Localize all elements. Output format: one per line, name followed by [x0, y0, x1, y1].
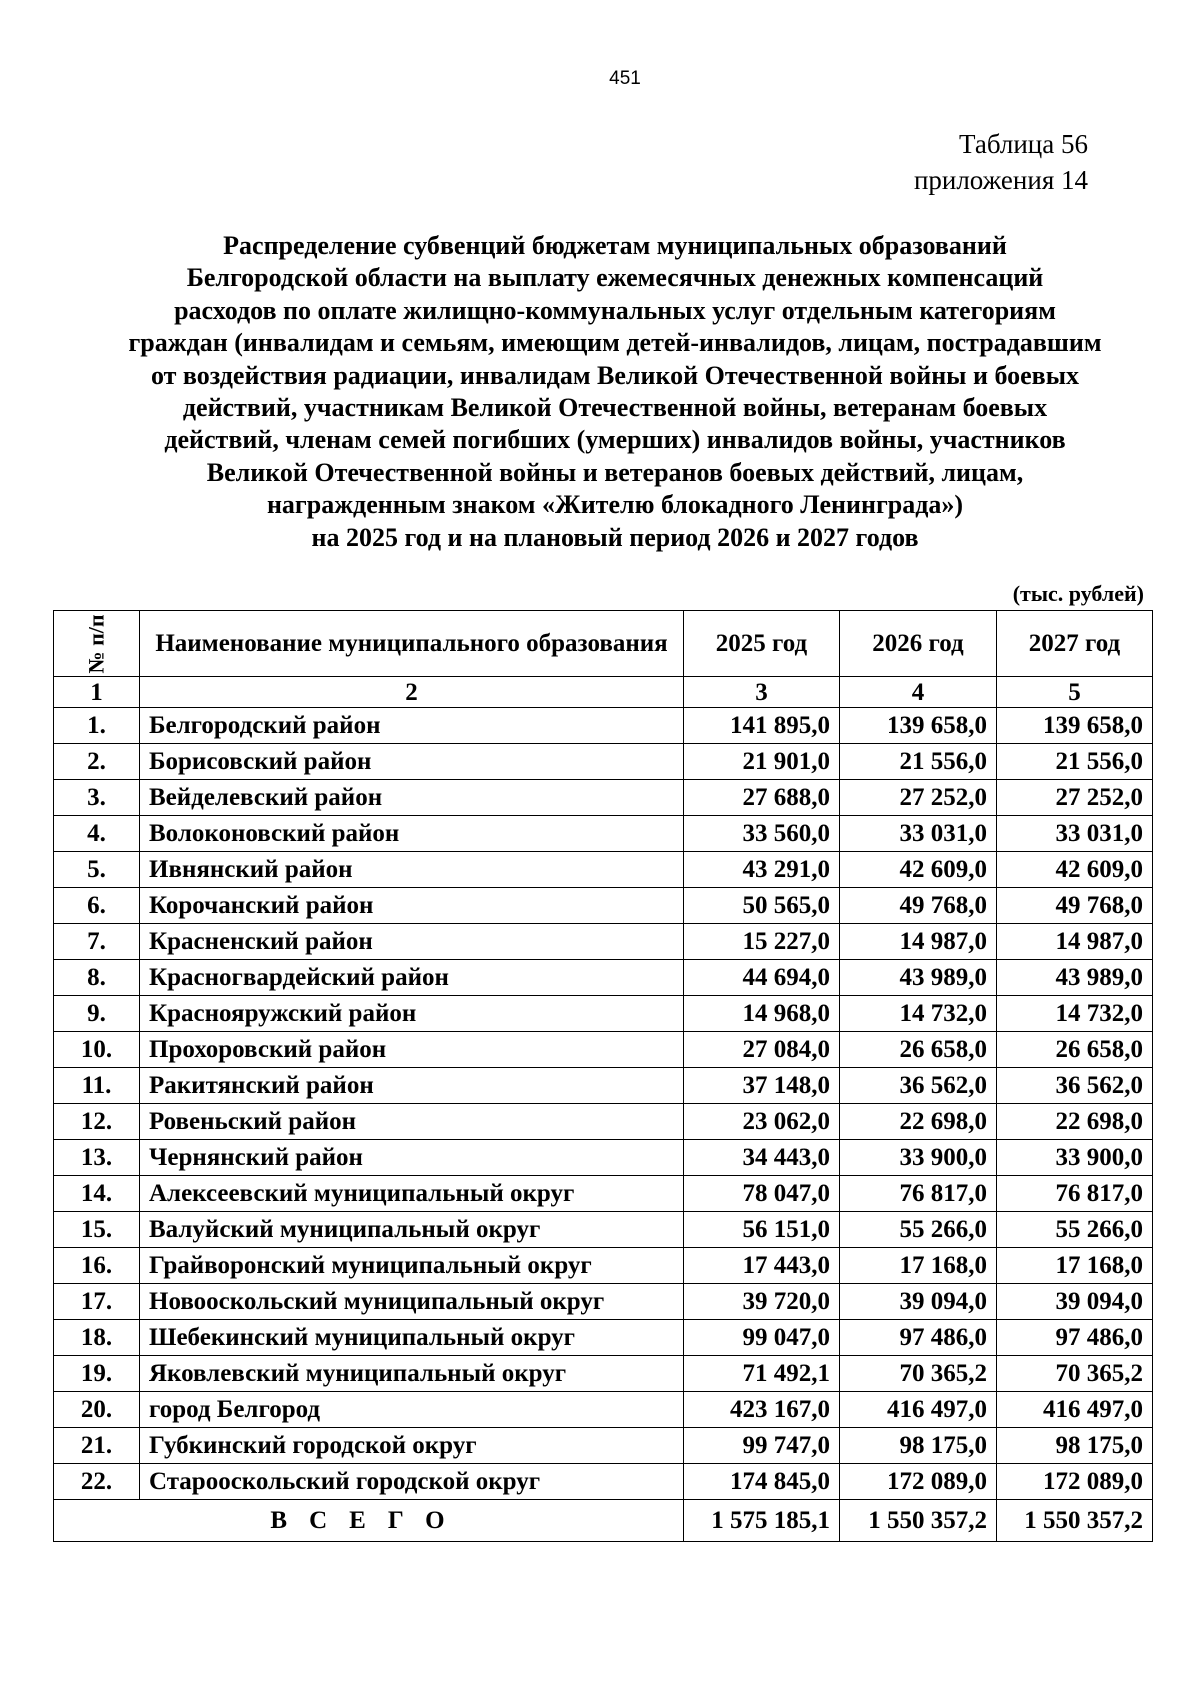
column-index: 4: [840, 677, 997, 708]
row-name: Корочанский район: [140, 888, 684, 924]
row-name: Ровеньский район: [140, 1104, 684, 1140]
table-row: [54, 1140, 1153, 1176]
row-value-2026: 21 556,0: [840, 744, 997, 780]
row-value-2027: 14 732,0: [997, 996, 1153, 1032]
title-line: действий, участникам Великой Отечественной войны, ветеранам боевых: [182, 393, 1048, 423]
row-number: 4.: [54, 816, 140, 852]
row-name: Красногвардейский район: [140, 960, 684, 996]
row-number: 1.: [54, 708, 140, 744]
title-line: граждан (инвалидам и семьям, имеющим детей-инвалидов, лицам, пострадавшим: [128, 328, 1102, 358]
row-value-2027: 22 698,0: [997, 1104, 1153, 1140]
page-number: 451: [609, 68, 641, 89]
row-value-2027: 416 497,0: [997, 1392, 1153, 1428]
row-value-2025: 99 047,0: [684, 1320, 840, 1356]
row-value-2025: 27 688,0: [684, 780, 840, 816]
row-value-2026: 17 168,0: [840, 1248, 997, 1284]
row-name: Краснояружский район: [140, 996, 684, 1032]
row-number: 9.: [54, 996, 140, 1032]
row-number: 18.: [54, 1320, 140, 1356]
row-value-2027: 21 556,0: [997, 744, 1153, 780]
total-row: [54, 1500, 1153, 1542]
row-value-2026: 49 768,0: [840, 888, 997, 924]
row-value-2025: 17 443,0: [684, 1248, 840, 1284]
row-value-2027: 55 266,0: [997, 1212, 1153, 1248]
table-row: [54, 852, 1153, 888]
title-line: на 2025 год и на плановый период 2026 и 2027 годов: [311, 522, 919, 552]
header-2026: 2026 год: [840, 611, 997, 677]
header-2027: 2027 год: [997, 611, 1153, 677]
title-line: расходов по оплате жилищно-коммунальных услуг отдельным категориям: [174, 295, 1056, 325]
row-name: Старооскольский городской округ: [140, 1464, 684, 1500]
row-value-2025: 21 901,0: [684, 744, 840, 780]
row-name: Борисовский район: [140, 744, 684, 780]
row-value-2026: 76 817,0: [840, 1176, 997, 1212]
row-number: 5.: [54, 852, 140, 888]
row-value-2027: 14 987,0: [997, 924, 1153, 960]
row-value-2026: 14 987,0: [840, 924, 997, 960]
row-number: 13.: [54, 1140, 140, 1176]
row-name: Вейделевский район: [140, 780, 684, 816]
total-label: ВСЕГО: [54, 1500, 684, 1542]
row-number: 14.: [54, 1176, 140, 1212]
row-value-2025: 423 167,0: [684, 1392, 840, 1428]
units-label: (тыс. рублей): [1012, 581, 1144, 606]
row-value-2025: 14 968,0: [684, 996, 840, 1032]
row-value-2027: 97 486,0: [997, 1320, 1153, 1356]
row-value-2027: 26 658,0: [997, 1032, 1153, 1068]
row-value-2027: 98 175,0: [997, 1428, 1153, 1464]
row-value-2025: 56 151,0: [684, 1212, 840, 1248]
table-row: [54, 1176, 1153, 1212]
row-value-2027: 42 609,0: [997, 852, 1153, 888]
table-row: [54, 1392, 1153, 1428]
table-row: [54, 1356, 1153, 1392]
row-name: Прохоровский район: [140, 1032, 684, 1068]
table-ref-line-1: Таблица 56: [959, 129, 1088, 159]
header-num: № п/п: [54, 611, 140, 677]
row-number: 7.: [54, 924, 140, 960]
row-number: 15.: [54, 1212, 140, 1248]
row-value-2027: 139 658,0: [997, 708, 1153, 744]
row-value-2027: 33 900,0: [997, 1140, 1153, 1176]
row-name: Валуйский муниципальный округ: [140, 1212, 684, 1248]
row-value-2026: 70 365,2: [840, 1356, 997, 1392]
row-value-2026: 33 900,0: [840, 1140, 997, 1176]
table-row: [54, 1428, 1153, 1464]
row-value-2026: 139 658,0: [840, 708, 997, 744]
row-value-2025: 39 720,0: [684, 1284, 840, 1320]
row-name: Ракитянский район: [140, 1068, 684, 1104]
header-name: Наименование муниципального образования: [140, 611, 684, 677]
row-value-2027: 43 989,0: [997, 960, 1153, 996]
table-row: [54, 1068, 1153, 1104]
table-header-row: [54, 611, 1153, 677]
table-row: [54, 1248, 1153, 1284]
row-name: Грайворонский муниципальный округ: [140, 1248, 684, 1284]
row-name: Алексеевский муниципальный округ: [140, 1176, 684, 1212]
total-value-2025: 1 575 185,1: [684, 1500, 840, 1542]
row-value-2025: 44 694,0: [684, 960, 840, 996]
row-value-2027: 39 094,0: [997, 1284, 1153, 1320]
table-ref-line-2: приложения 14: [913, 165, 1088, 195]
table-row: [54, 816, 1153, 852]
row-value-2026: 36 562,0: [840, 1068, 997, 1104]
table-row: [54, 780, 1153, 816]
row-number: 8.: [54, 960, 140, 996]
table-row: [54, 1464, 1153, 1500]
document-title: [60, 230, 1170, 554]
row-name: Ивнянский район: [140, 852, 684, 888]
row-value-2026: 43 989,0: [840, 960, 997, 996]
row-number: 2.: [54, 744, 140, 780]
column-index: 2: [140, 677, 684, 708]
row-value-2026: 22 698,0: [840, 1104, 997, 1140]
column-index: 3: [684, 677, 840, 708]
row-value-2027: 36 562,0: [997, 1068, 1153, 1104]
title-line: награжденным знаком «Жителю блокадного Ленинграда»): [266, 490, 964, 520]
row-number: 10.: [54, 1032, 140, 1068]
row-value-2025: 23 062,0: [684, 1104, 840, 1140]
table-row: [54, 708, 1153, 744]
row-number: 17.: [54, 1284, 140, 1320]
row-value-2025: 99 747,0: [684, 1428, 840, 1464]
row-number: 21.: [54, 1428, 140, 1464]
row-name: Яковлевский муниципальный округ: [140, 1356, 684, 1392]
row-value-2027: 27 252,0: [997, 780, 1153, 816]
row-value-2026: 27 252,0: [840, 780, 997, 816]
row-number: 20.: [54, 1392, 140, 1428]
row-value-2025: 78 047,0: [684, 1176, 840, 1212]
row-number: 11.: [54, 1068, 140, 1104]
row-value-2026: 172 089,0: [840, 1464, 997, 1500]
row-value-2026: 14 732,0: [840, 996, 997, 1032]
table-row: [54, 960, 1153, 996]
column-index-row: [54, 677, 1153, 708]
row-value-2027: 70 365,2: [997, 1356, 1153, 1392]
row-value-2025: 174 845,0: [684, 1464, 840, 1500]
table-row: [54, 1032, 1153, 1068]
row-value-2027: 76 817,0: [997, 1176, 1153, 1212]
table-row: [54, 744, 1153, 780]
row-value-2027: 172 089,0: [997, 1464, 1153, 1500]
row-value-2026: 39 094,0: [840, 1284, 997, 1320]
table-row: [54, 1212, 1153, 1248]
row-value-2026: 33 031,0: [840, 816, 997, 852]
row-value-2025: 50 565,0: [684, 888, 840, 924]
row-value-2025: 33 560,0: [684, 816, 840, 852]
row-value-2026: 98 175,0: [840, 1428, 997, 1464]
row-value-2025: 34 443,0: [684, 1140, 840, 1176]
total-value-2027: 1 550 357,2: [997, 1500, 1153, 1542]
table-row: [54, 996, 1153, 1032]
row-value-2025: 37 148,0: [684, 1068, 840, 1104]
row-value-2026: 42 609,0: [840, 852, 997, 888]
row-value-2025: 141 895,0: [684, 708, 840, 744]
row-value-2027: 49 768,0: [997, 888, 1153, 924]
row-number: 12.: [54, 1104, 140, 1140]
row-value-2025: 71 492,1: [684, 1356, 840, 1392]
column-index: 5: [997, 677, 1153, 708]
row-number: 3.: [54, 780, 140, 816]
row-number: 22.: [54, 1464, 140, 1500]
total-value-2026: 1 550 357,2: [840, 1500, 997, 1542]
distribution-table: [53, 610, 1153, 1542]
row-value-2025: 27 084,0: [684, 1032, 840, 1068]
row-value-2027: 33 031,0: [997, 816, 1153, 852]
title-line: от воздействия радиации, инвалидам Великой Отечественной войны и боевых: [151, 360, 1079, 390]
row-number: 19.: [54, 1356, 140, 1392]
title-line: Белгородской области на выплату ежемесячных денежных компенсаций: [186, 263, 1044, 293]
title-line: Великой Отечественной войны и ветеранов боевых действий, лицам,: [206, 457, 1024, 487]
table-row: [54, 1104, 1153, 1140]
row-value-2025: 15 227,0: [684, 924, 840, 960]
table-row: [54, 1320, 1153, 1356]
row-value-2026: 55 266,0: [840, 1212, 997, 1248]
row-name: Новооскольский муниципальный округ: [140, 1284, 684, 1320]
table-row: [54, 924, 1153, 960]
row-value-2026: 97 486,0: [840, 1320, 997, 1356]
row-number: 6.: [54, 888, 140, 924]
title-line: Распределение субвенций бюджетам муниципальных образований: [223, 231, 1007, 260]
table-reference: [914, 126, 1088, 198]
row-name: Чернянский район: [140, 1140, 684, 1176]
row-number: 16.: [54, 1248, 140, 1284]
row-value-2026: 416 497,0: [840, 1392, 997, 1428]
row-name: Белгородский район: [140, 708, 684, 744]
row-name: Губкинский городской округ: [140, 1428, 684, 1464]
table-row: [54, 1284, 1153, 1320]
column-index: 1: [54, 677, 140, 708]
row-name: Красненский район: [140, 924, 684, 960]
row-value-2025: 43 291,0: [684, 852, 840, 888]
row-value-2027: 17 168,0: [997, 1248, 1153, 1284]
row-name: Шебекинский муниципальный округ: [140, 1320, 684, 1356]
row-name: город Белгород: [140, 1392, 684, 1428]
row-name: Волоконовский район: [140, 816, 684, 852]
row-value-2026: 26 658,0: [840, 1032, 997, 1068]
header-2025: 2025 год: [684, 611, 840, 677]
title-line: действий, членам семей погибших (умерших) инвалидов войны, участников: [164, 425, 1066, 455]
table-row: [54, 888, 1153, 924]
